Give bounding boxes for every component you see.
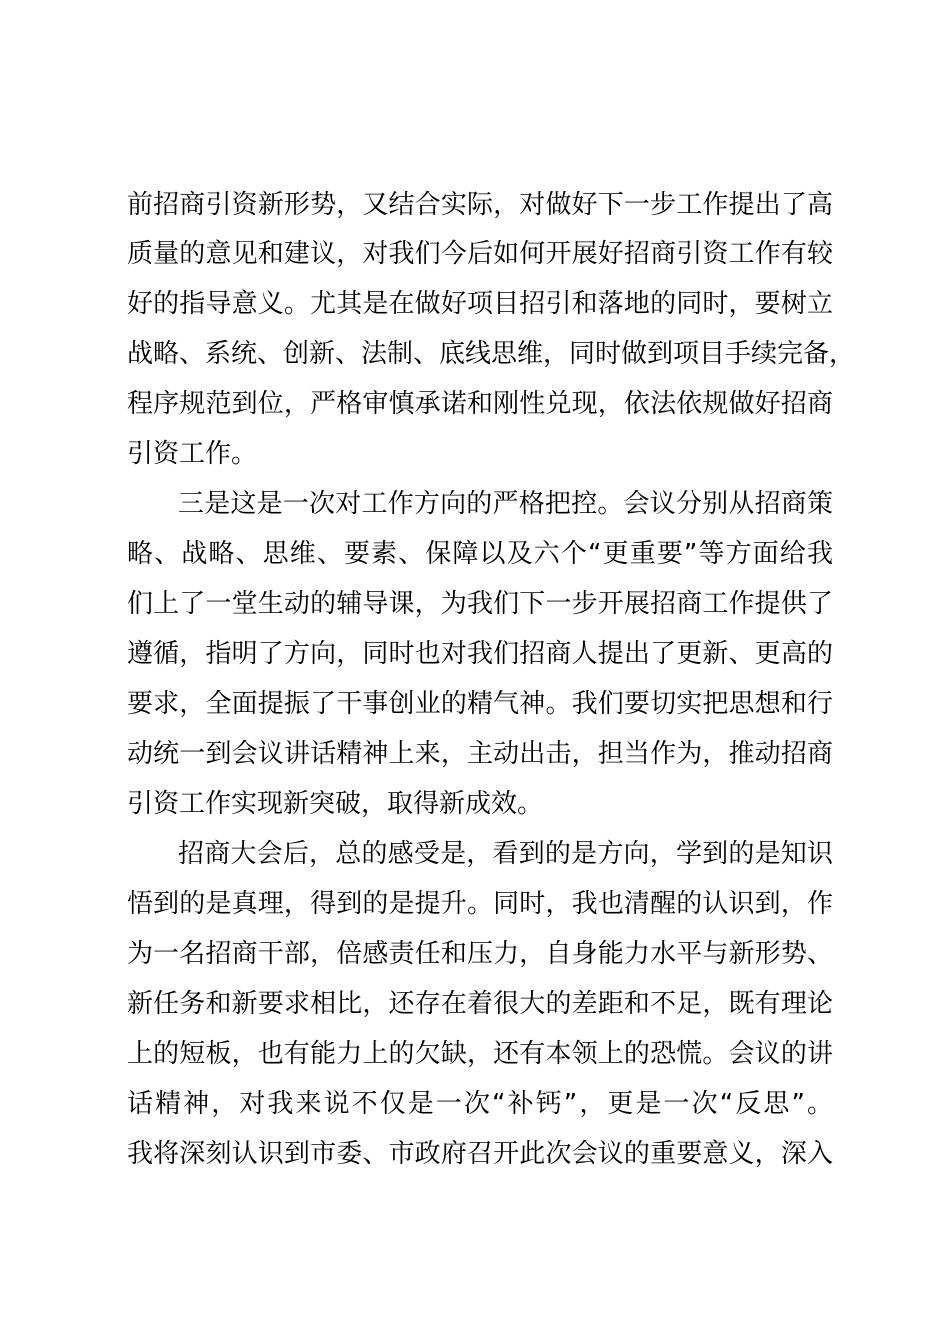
text-line: 为一名招商干部，倍感责任和压力，自身能力水平与新形势、 [127, 939, 833, 969]
text-line: 悟到的是真理，得到的是提升。同时，我也清醒的认识到，作 [127, 889, 833, 919]
text-line: 战略、系统、创新、法制、底线思维，同时做到项目手续完备， [127, 339, 856, 369]
text-line: 们上了一堂生动的辅导课，为我们下一步开展招商工作提供了 [127, 589, 833, 619]
text-line: 程序规范到位，严格审慎承诺和刚性兑现，依法依规做好招商 [127, 389, 833, 419]
text-line: 要求，全面提振了干事创业的精气神。我们要切实把思想和行 [127, 689, 833, 719]
paragraph-first-line: 招商大会后，总的感受是，看到的是方向，学到的是知识 [178, 839, 833, 869]
text-line: 话精神，对我来说不仅是一次“补钙”，更是一次“反思”。 [127, 1089, 833, 1119]
text-line: 遵循，指明了方向，同时也对我们招商人提出了更新、更高的 [127, 639, 833, 669]
text-line: 上的短板，也有能力上的欠缺，还有本领上的恐慌。会议的讲 [127, 1039, 833, 1069]
text-line: 质量的意见和建议，对我们今后如何开展好招商引资工作有较 [127, 239, 833, 269]
text-line: 动统一到会议讲话精神上来，主动出击，担当作为，推动招商 [127, 739, 833, 769]
text-line: 我将深刻认识到市委、市政府召开此次会议的重要意义，深入 [127, 1139, 833, 1169]
text-line: 新任务和新要求相比，还存在着很大的差距和不足，既有理论 [127, 989, 833, 1019]
text-line: 前招商引资新形势，又结合实际，对做好下一步工作提出了高 [127, 190, 833, 220]
paragraph-first-line: 三是这是一次对工作方向的严格把控。会议分别从招商策 [178, 489, 833, 519]
text-line: 好的指导意义。尤其是在做好项目招引和落地的同时，要树立 [127, 289, 833, 319]
text-line: 引资工作。 [127, 439, 258, 469]
text-line: 略、战略、思维、要素、保障以及六个“更重要”等方面给我 [127, 539, 833, 569]
text-line: 引资工作实现新突破，取得新成效。 [127, 789, 544, 819]
